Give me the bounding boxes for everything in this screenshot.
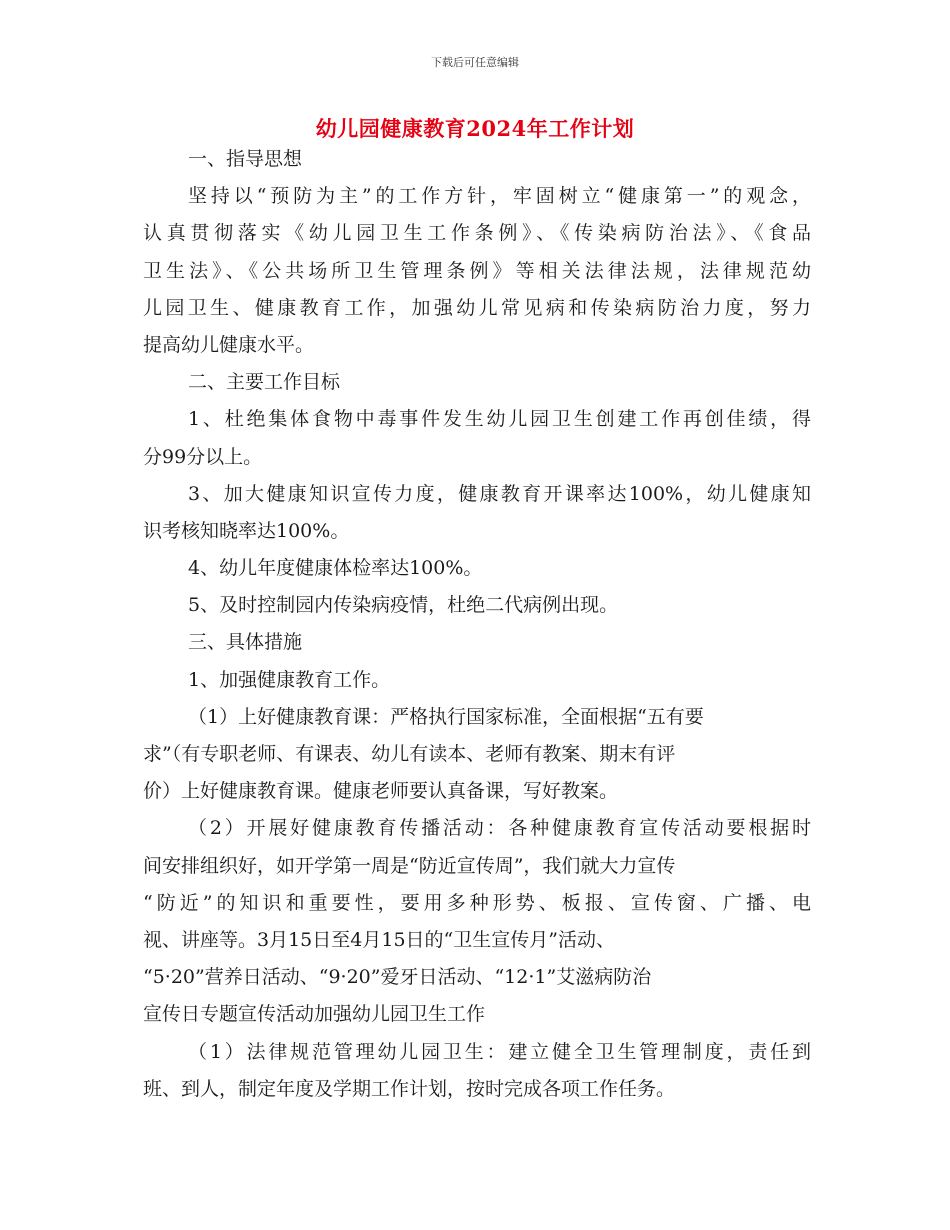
paragraph-line: （1）法律规范管理幼儿园卫生：建立健全卫生管理制度，责任到	[188, 1040, 811, 1063]
paragraph-line: 识考核知晓率达100%。	[143, 519, 350, 542]
paragraph-line: 分99分以上。	[143, 445, 263, 468]
paragraph-line: 间安排组织好，如开学第一周是“防近宣传周”，我们就大力宣传	[143, 854, 676, 877]
paragraph-line: 卫生法》、《公共场所卫生管理条例》等相关法律法规，法律规范幼	[143, 259, 811, 282]
subsection-heading: 1、加强健康教育工作。	[188, 668, 391, 691]
paragraph-line: （1）上好健康教育课：严格执行国家标准，全面根据“五有要	[188, 705, 704, 728]
paragraph-line: 求”（有专职老师、有课表、幼儿有读本、老师有教案、期末有评	[143, 743, 676, 765]
paragraph-line: （2）开展好健康教育传播活动：各种健康教育宣传活动要根据时	[188, 817, 811, 840]
section-heading: 三、具体措施	[188, 631, 303, 654]
paragraph-line: 视、讲座等。3月15日至4月15日的“卫生宣传月”活动、	[143, 928, 615, 951]
document-title: 幼儿园健康教育2024年工作计划	[315, 116, 635, 141]
paragraph-line: “5·20”营养日活动、“9·20”爱牙日活动、“12·1”艾滋病防治	[143, 966, 652, 989]
header-note: 下载后可任意编辑	[431, 56, 519, 69]
paragraph-line: 宣传日专题宣传活动加强幼儿园卫生工作	[143, 1003, 486, 1026]
paragraph-line: 3、加大健康知识宣传力度，健康教育开课率达100%，幼儿健康知	[188, 482, 811, 505]
paragraph-line: 5、及时控制园内传染病疫情，杜绝二代病例出现。	[188, 594, 619, 617]
section-heading: 一、指导思想	[188, 148, 303, 170]
paragraph-line: 认真贯彻落实《幼儿园卫生工作条例》、《传染病防治法》、《食品	[143, 222, 811, 245]
paragraph-line: 1、杜绝集体食物中毒事件发生幼儿园卫生创建工作再创佳绩，得	[188, 408, 811, 431]
paragraph-line: 班、到人，制定年度及学期工作计划，按时完成各项工作任务。	[143, 1077, 676, 1100]
section-heading: 二、主要工作目标	[188, 371, 341, 394]
paragraph-line: 4、幼儿年度健康体检率达100%。	[188, 557, 483, 580]
paragraph-line: “防近”的知识和重要性，要用多种形势、板报、宣传窗、广播、电	[143, 891, 811, 914]
paragraph-line: 坚持以“预防为主”的工作方针，牢固树立“健康第一”的观念，	[188, 185, 811, 208]
document-body	[143, 141, 811, 1108]
paragraph-line: 儿园卫生、健康教育工作，加强幼儿常见病和传染病防治力度，努力	[143, 296, 811, 319]
paragraph-line: 价）上好健康教育课。健康老师要认真备课，写好教案。	[143, 780, 619, 803]
paragraph-line: 提高幼儿健康水平。	[143, 333, 315, 356]
